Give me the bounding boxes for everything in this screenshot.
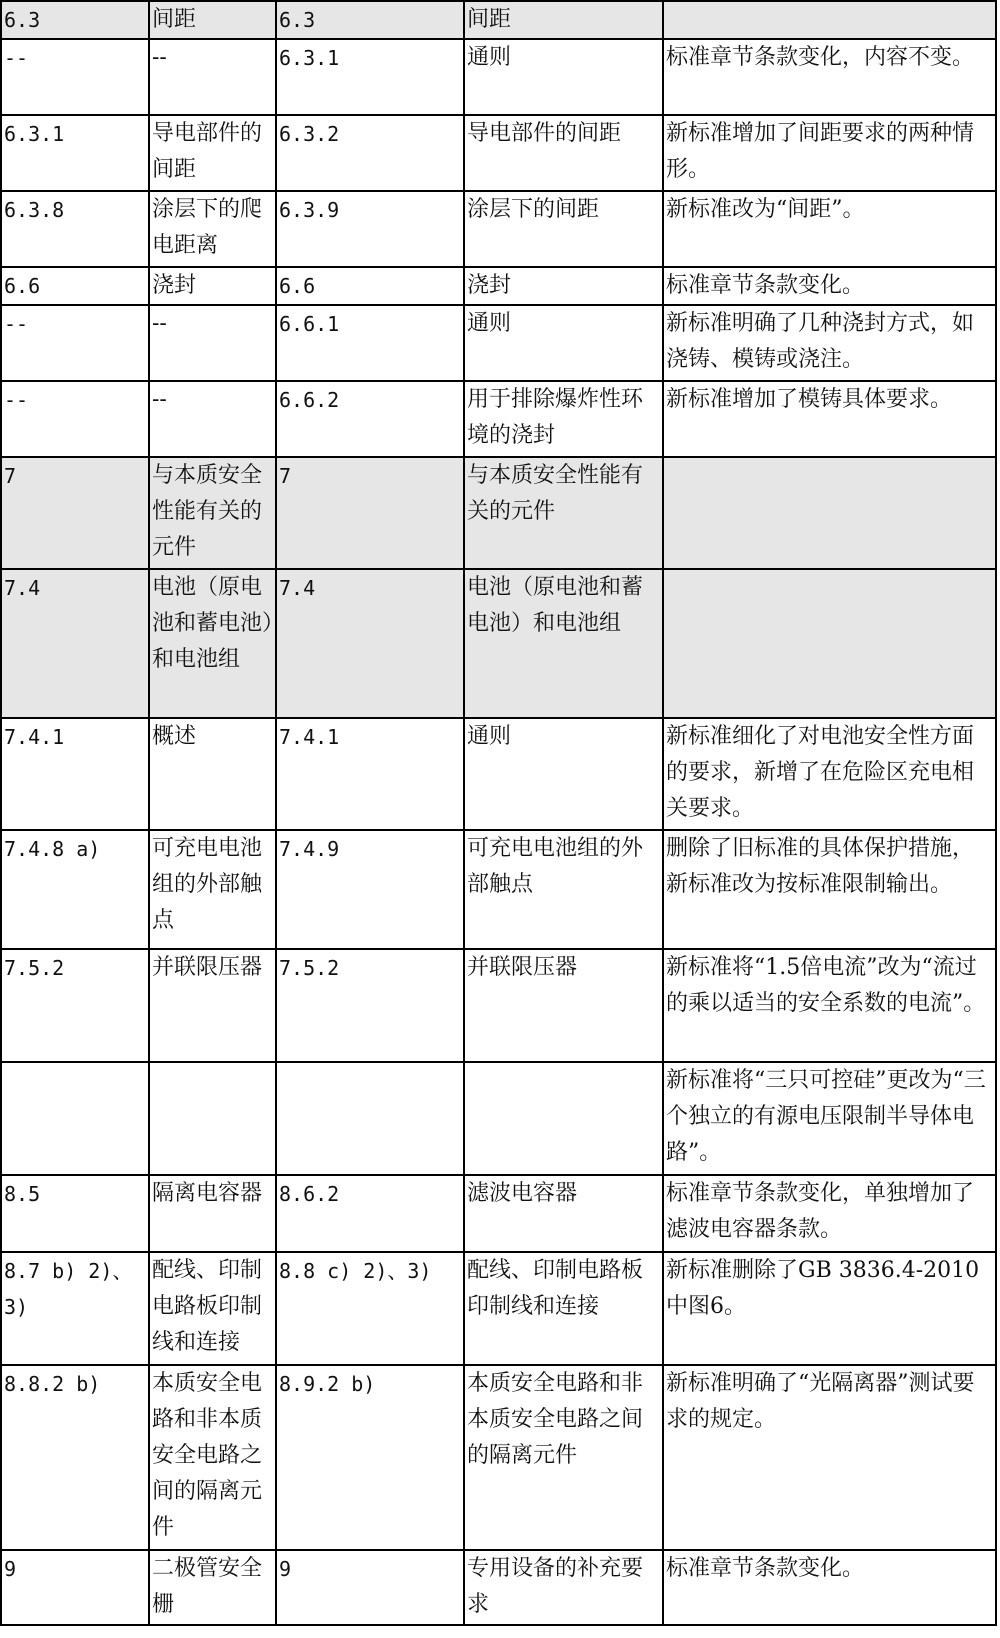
old-clause-cell: 7.4.8 a) [1, 830, 149, 949]
new-clause-cell: 8.6.2 [276, 1175, 464, 1252]
new-title-cell: 浇封 [464, 267, 663, 305]
old-clause-cell: 7.4.1 [1, 718, 149, 830]
old-title-cell: 涂层下的爬电距离 [149, 191, 276, 267]
new-title-cell: 通则 [464, 39, 663, 115]
old-clause-cell: 6.3 [1, 1, 149, 39]
new-title-cell: 滤波电容器 [464, 1175, 663, 1252]
table-row [1, 115, 996, 191]
remark-cell: 新标准细化了对电池安全性方面的要求，新增了在危险区充电相关要求。 [663, 718, 996, 830]
new-title-cell: 并联限压器 [464, 949, 663, 1062]
remark-cell: 标准章节条款变化，内容不变。 [663, 39, 996, 115]
new-clause-cell: 7.4.9 [276, 830, 464, 949]
table-row [1, 718, 996, 830]
new-title-cell: 电池（原电池和蓄电池）和电池组 [464, 569, 663, 718]
remark-cell [663, 569, 996, 718]
new-clause-cell: 6.6.2 [276, 381, 464, 457]
new-clause-cell: 6.3.2 [276, 115, 464, 191]
new-clause-cell: 8.8 c) 2)、3) [276, 1252, 464, 1365]
new-title-cell: 通则 [464, 305, 663, 381]
new-title-cell [464, 1062, 663, 1175]
old-clause-cell: 7.5.2 [1, 949, 149, 1062]
remark-cell: 新标准删除了GB 3836.4-2010中图6。 [663, 1252, 996, 1365]
remark-cell: 标准章节条款变化。 [663, 267, 996, 305]
old-clause-cell: 7.4 [1, 569, 149, 718]
old-clause-cell: 7 [1, 457, 149, 569]
old-title-cell: 浇封 [149, 267, 276, 305]
old-clause-cell: 8.7 b) 2)、3) [1, 1252, 149, 1365]
old-clause-cell: 6.3.1 [1, 115, 149, 191]
remark-cell: 删除了旧标准的具体保护措施，新标准改为按标准限制输出。 [663, 830, 996, 949]
remark-cell: 新标准明确了“光隔离器”测试要求的规定。 [663, 1365, 996, 1550]
old-clause-cell: 8.8.2 b) [1, 1365, 149, 1550]
new-title-cell: 用于排除爆炸性环境的浇封 [464, 381, 663, 457]
remark-cell: 新标准增加了间距要求的两种情形。 [663, 115, 996, 191]
remark-cell: 新标准将“三只可控硅”更改为“三个独立的有源电压限制半导体电路”。 [663, 1062, 996, 1175]
remark-cell: 新标准改为“间距”。 [663, 191, 996, 267]
table-row [1, 39, 996, 115]
old-clause-cell [1, 1062, 149, 1175]
table-row [1, 1550, 996, 1625]
old-title-cell: 电池（原电池和蓄电池）和电池组 [149, 569, 276, 718]
new-title-cell: 间距 [464, 1, 663, 39]
old-title-cell: 二极管安全栅 [149, 1550, 276, 1625]
old-title-cell: 导电部件的间距 [149, 115, 276, 191]
table-row [1, 830, 996, 949]
old-title-cell: -- [149, 381, 276, 457]
table-row [1, 305, 996, 381]
table-row [1, 457, 996, 569]
table-row [1, 1, 996, 39]
new-clause-cell: 6.6.1 [276, 305, 464, 381]
new-clause-cell: 6.3.9 [276, 191, 464, 267]
old-title-cell: 隔离电容器 [149, 1175, 276, 1252]
old-title-cell: 间距 [149, 1, 276, 39]
new-title-cell: 导电部件的间距 [464, 115, 663, 191]
new-clause-cell: 7 [276, 457, 464, 569]
old-clause-cell: -- [1, 381, 149, 457]
remark-cell: 标准章节条款变化，单独增加了滤波电容器条款。 [663, 1175, 996, 1252]
new-clause-cell [276, 1062, 464, 1175]
table-row [1, 569, 996, 718]
table-body [1, 1, 996, 1625]
old-title-cell: -- [149, 305, 276, 381]
new-title-cell: 专用设备的补充要求 [464, 1550, 663, 1625]
old-clause-cell: 6.3.8 [1, 191, 149, 267]
old-title-cell: 概述 [149, 718, 276, 830]
table-row [1, 1175, 996, 1252]
new-clause-cell: 6.6 [276, 267, 464, 305]
old-clause-cell: 6.6 [1, 267, 149, 305]
new-clause-cell: 8.9.2 b) [276, 1365, 464, 1550]
old-clause-cell: 9 [1, 1550, 149, 1625]
old-title-cell: -- [149, 39, 276, 115]
new-title-cell: 配线、印制电路板印制线和连接 [464, 1252, 663, 1365]
table-row [1, 1252, 996, 1365]
table-row [1, 1062, 996, 1175]
new-clause-cell: 6.3 [276, 1, 464, 39]
new-clause-cell: 7.5.2 [276, 949, 464, 1062]
new-clause-cell: 7.4.1 [276, 718, 464, 830]
old-title-cell: 配线、印制电路板印制线和连接 [149, 1252, 276, 1365]
remark-cell: 新标准明确了几种浇封方式，如浇铸、模铸或浇注。 [663, 305, 996, 381]
table-row [1, 949, 996, 1062]
new-clause-cell: 6.3.1 [276, 39, 464, 115]
table-row [1, 267, 996, 305]
remark-cell [663, 1, 996, 39]
table-row [1, 381, 996, 457]
old-title-cell [149, 1062, 276, 1175]
remark-cell: 新标准增加了模铸具体要求。 [663, 381, 996, 457]
old-clause-cell: 8.5 [1, 1175, 149, 1252]
old-clause-cell: -- [1, 305, 149, 381]
new-title-cell: 涂层下的间距 [464, 191, 663, 267]
new-title-cell: 本质安全电路和非本质安全电路之间的隔离元件 [464, 1365, 663, 1550]
old-title-cell: 与本质安全性能有关的元件 [149, 457, 276, 569]
new-title-cell: 通则 [464, 718, 663, 830]
table-row [1, 1365, 996, 1550]
old-clause-cell: -- [1, 39, 149, 115]
remark-cell: 标准章节条款变化。 [663, 1550, 996, 1625]
new-title-cell: 可充电电池组的外部触点 [464, 830, 663, 949]
remark-cell: 新标准将“1.5倍电流”改为“流过的乘以适当的安全系数的电流”。 [663, 949, 996, 1062]
old-title-cell: 并联限压器 [149, 949, 276, 1062]
new-clause-cell: 7.4 [276, 569, 464, 718]
old-title-cell: 可充电电池组的外部触点 [149, 830, 276, 949]
old-title-cell: 本质安全电路和非本质安全电路之间的隔离元件 [149, 1365, 276, 1550]
table-row [1, 191, 996, 267]
remark-cell [663, 457, 996, 569]
new-title-cell: 与本质安全性能有关的元件 [464, 457, 663, 569]
new-clause-cell: 9 [276, 1550, 464, 1625]
